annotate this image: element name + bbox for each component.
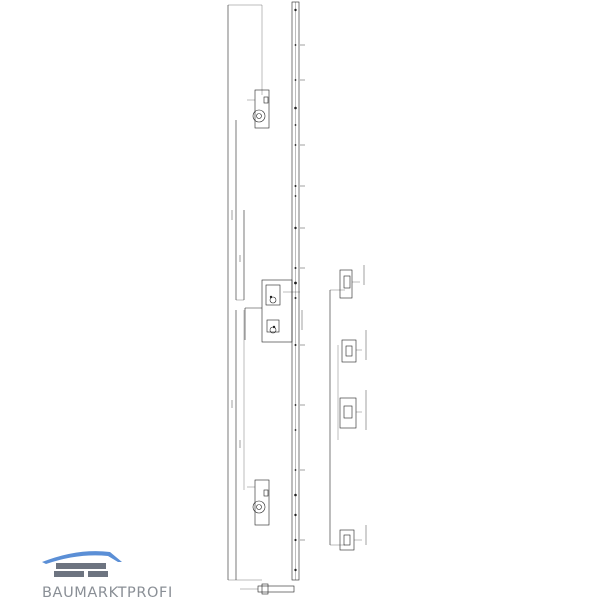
watermark-logo: [38, 548, 173, 601]
strike-plate-4: [340, 530, 362, 550]
upper-lock-block: [247, 90, 269, 128]
strike-plate-2: [342, 340, 362, 362]
main-lock-case: [245, 280, 300, 342]
bottom-end-cap: [240, 584, 294, 594]
watermark-brand: BAUMARKTPROFI: [42, 585, 173, 601]
lower-lock-block: [247, 480, 269, 525]
house-roof-icon: [38, 548, 138, 582]
faceplate-holes: [270, 9, 297, 571]
strike-plate-3: [340, 398, 362, 428]
strike-plate-1: [340, 270, 360, 298]
